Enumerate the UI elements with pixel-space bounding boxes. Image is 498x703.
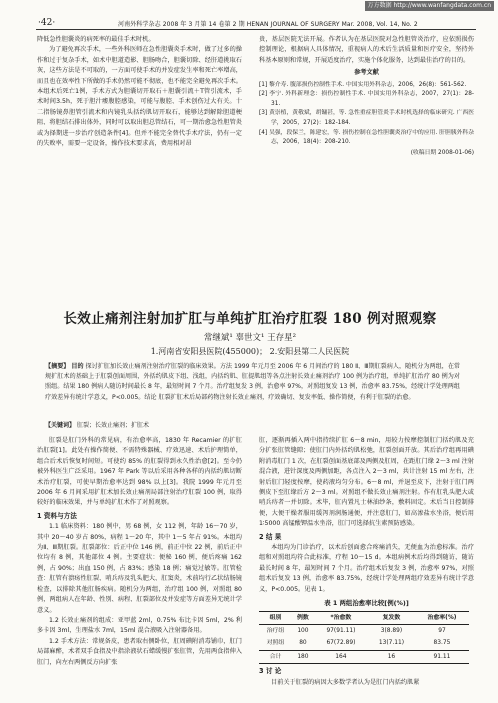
table-row (259, 637, 469, 650)
table-cell: 80 (299, 640, 307, 647)
references-title: 参考文献 (354, 69, 379, 77)
keywords-line (45, 420, 460, 429)
header-rule (36, 29, 476, 30)
table-cell: 67(72.89) (326, 640, 356, 647)
section-heading: 1 资料与方法 (37, 511, 77, 520)
body-paragraph: 1.1 临床资料：180 例中，男 68 例，女 112 例，年龄 16～70 岁，其中 20～40 岁占 80%，病程 1～20 年，其中 1～5 年占 91%。本组均为Ⅱ、Ⅲ期肛裂。肛裂部位：后正中位 146 例，前正中位 22 例，前后正中位均有 8 例，其他部位 4 例。主要症状：便秘 160 例，便后疼痛 162 例，占 90%；出血 150 例，占 83%；感染 18 例；痛觉过敏等。肛管检查：肛管有溃疡性肛裂、哨兵痔及乳头肥大、肛窦炎，术前均行乙状结肠镜检查，以排除其他肛肠疾病。随机分为两组，治疗组 100 例，对照组 80 例，两组病人在年龄、性别、病程、肛裂部位及并发症等方面差异无统计学意义。 (37, 523, 242, 614)
table-header-cell: 组别 (269, 614, 282, 621)
prev-article-right-column (259, 35, 474, 158)
keywords-label: 【关键词】 (45, 422, 76, 429)
table-cell: 100 (297, 627, 309, 634)
table-cell: 97 (438, 627, 446, 634)
table-cell: 13(7.11) (378, 640, 405, 647)
prev-paragraph: 降低急性胆囊炎的病死率的最佳手术时机。 (37, 36, 155, 43)
table-cell: 83.75 (433, 640, 451, 647)
table-cell: 16 (387, 653, 396, 660)
table-cell: 对照组 (266, 640, 285, 647)
article-affiliation: 1.河南省安阳县医院(455000)； 2.安阳县第二人民医院 (150, 347, 350, 356)
table-header-cell: 复发数 (382, 614, 401, 621)
abstract-label: 【摘要】 (45, 363, 70, 370)
body-right-column (259, 436, 474, 698)
table-header-cell: 治愈率(%) (427, 614, 457, 621)
table-header-cell: 例数 (297, 614, 309, 621)
table-cell: 97(91.11) (326, 627, 356, 634)
article-authors: 常继斌¹ 辜世文¹ 王存星² (203, 333, 297, 343)
watermark: 万方数据 http://www.wanfangdata.com.cn (365, 1, 494, 11)
received-date: (收稿日期 2008-01-06) (410, 149, 474, 156)
table-header-cell: *治愈数 (330, 614, 352, 621)
page-number: ·42· (38, 18, 56, 28)
table-cell: 164 (335, 653, 347, 660)
prev-article-left-column (37, 35, 242, 149)
abstract (45, 362, 460, 403)
table-cell: 3(8.89) (380, 627, 403, 634)
abstract-text: 探讨扩肛加长效止痛剂注射治疗肛裂的临床效果。方法 1999 年元月至 2006 年 6 月间治疗的 180 Ⅱ、Ⅲ期肛裂病人，随机分为两组，在常规扩肛术的基础上于肛裂创面周围，外括约肌皮下组、浅组，内括约肌、肛提肌组等各点注射长效止痛剂治疗 100 例为治疗组，单纯扩肛治疗 80 例为对照组。结果 180 例病人随访时间最长 8 年，最短时间 7 个月。治疗组复发 3 例，治愈率 97%，对照组复发 13 例，治愈率 83.75%，经统计学处理两组疗效差异有统计学意义，P<0.005。结论 肛裂扩肛术后局部药物注射长效止痛剂，疗效确切、复发率低、操作简便，有利于肛裂的治愈。 (45, 363, 461, 401)
abstract-objective-label: 目的 (71, 363, 84, 370)
section-heading: 3 讨 论 (259, 667, 282, 676)
table-cell: 91.11 (433, 653, 451, 660)
reference-item: [3] 黄崇植，黄敬斌，胡镛甚，等. 急性重症胆管炎手术时机选择的临床研究. 广西医学，2005，27(2)：182-184. (259, 110, 474, 126)
table-row (259, 624, 469, 637)
body-paragraph: 目前关于肛裂的病因大多数学者认为是肛门内括约肌紧 (271, 678, 420, 686)
prev-paragraph: 为了避免再次手术，一些外科医师在急性胆囊炎手术时，做了过多的操作和过于复杂手术，如术中胆道造影、胆肠吻合，胆囊切除、经肝道挑取石灰，这些方法是不可取的，一方面可使手术的并发症发生率和死亡率增高，而且也在效率性下所做的手术仍然可能不彻底，也不能完全避免再次手术。本组术后死亡1例，手术方式为胆囊切开取石＋胆囊引流＋T管引流术，手术时间3.5h，死于胆汁痿腹腔感染，可能与腹腔、手术创伤过大有关。十二指肠镜鼻胆管引流术和内镜乳头括约肌切开取石，能够达到解除胆道梗阻、将胆结石排出体外，同时可以取出胆总管结石，可一期治愈急性胆管炎或为择期进一步治疗创造条件[4]。但并不能完全替代手术疗法，仍有一定的失败率，需要一定设备，操作技术要求高，费用相对昂 (37, 46, 242, 148)
body-paragraph: 肛裂是肛门外科的常见病，有治愈率高，1830 年 Recamier 的扩肛治肛裂[1]。此处有操作简便、不需特殊器械、疗效迅速、术后护理简单，组合后术后恢复时间短。可使约 85% 的肛裂得到永久性治愈[2]。至今仍被外科医生广泛采用。1967 年 Park 等以后采用各种各样的内括约肌切断术治疗肛裂，可使早期治愈率达到 98% 以上[3]。我院 1999 年元月至 2006 年 6 月间采用扩肛术加长效止痛剂局部注射治疗肛裂 100 例，取得较好的临床效果，并与单纯扩肛术作了对照观察。 (37, 437, 242, 507)
section-heading: 2 结 果 (259, 532, 282, 541)
table-caption: 表 1 两组治愈率比较[例(%)] (324, 599, 409, 608)
results-table (259, 611, 469, 665)
table-cell: 180 (297, 653, 309, 660)
keywords: 肛裂；长效止痛剂；扩肛术 (76, 422, 149, 429)
table-cell: 治疗组 (266, 627, 285, 634)
article-title: 长效止痛剂注射加扩肛与单纯扩肛治疗肛裂 180 例对照观察 (63, 311, 437, 327)
body-paragraph: 1.2 长效止痛剂的组成：亚甲蓝 2ml，0.75% 布比卡因 5ml，2% 利多卡因 3ml，生理盐水 7ml，15ml 混合液吸入注射器备用。 (37, 616, 242, 635)
table-cell: 合计 (269, 653, 282, 660)
body-paragraph: 1.2 手术方法：常规备皮，患者取右侧卧位，肛周碘附消毒铺巾，肛门局部麻醉，术者双手食指及中指涂液状石蜡缓慢扩张肛管，先用两食指伸入肛门，向左右两侧反方向扩张 (37, 637, 242, 666)
reference-item: [1] 黎介寿. 腹部损伤控制性手术. 中国实用外科杂志，2006，26(8)：561-562. (259, 81, 467, 88)
table-total-row (259, 650, 469, 663)
body-paragraph: 肛，逐渐再插入两中指持续扩肛 6～8 min，用较力按摩控制肛门括约肌及充分扩张肛管缝隙；使肛门内外括约肌松弛，肛裂创面开放。其后治疗组再用碘附消毒肛门 1 次，在肛裂创面基底部及两侧及肛周，在距肛门缘 2～3 ml 注射混合液，进针深度及两侧加距，各点注入 2～3 ml，共计注射 15 ml 左右，注射后肛门轻度按摩，使药液均匀分布。6～8 ml，并退至皮下，注射于肛门两侧皮下至肛缘后方 2～3 ml。对照组不做长效止痛剂注射。作有肛乳头肥大或哨兵痔者一并切除。术毕，肛内置凡士林油纱条，敷料固定。术后当日控制排便，大便干燥者服用缓泻剂润肠通便，并注意肛门，如高渗盐水坐浴，便后用 1∶5000 高锰酸钾温水坐浴，肛门可选择抗生素预防感染。 (259, 437, 474, 528)
table-header-row (259, 611, 469, 624)
body-paragraph: 本组均为门诊治疗，以术后创面愈合疼痛消失，无便血为治愈标准。治疗组和对照组均符合此标准，疗程 10～15 d。本组病例术后均得到随访，随访最长时间 8 年，最短时间 7 个月。治疗组术后复发 3 例，治愈率 97%，对照组术后复发 13 例，治愈率 83.75%，经统计学处理两组疗效差异有统计学意义，P<0.005。见表 1。 (259, 544, 474, 593)
journal-header: 河南外科学杂志 2008 年 3 月第 14 卷第 2 期 HENAN JOURNAL OF SURGERY Mar. 2008, Vol. 14, No. 2 (118, 21, 418, 28)
prev-paragraph: 贵，基层医院无法开展。作者认为在基层医院对急性胆管炎治疗，应依照损伤控制理论，根据病人具体情况，重视病人的术后生活质量和医疗安全，坚持外科基本原则和常规，开展适度治疗，实施个体化服务，达到最佳治疗的目的。 (259, 36, 474, 64)
reference-item: [2] 李宁. 外科新理念：损伤控制性手术. 中国实用外科杂志，2007，27(1)：28-31. (259, 91, 474, 107)
reference-item: [4] 吴强，段保兰，陈建宏，等. 损伤控制在急性胆囊炎治疗中的应用. 肝胆胰外科杂志，2006，18(4)：208-210. (259, 129, 474, 146)
body-left-column (37, 436, 242, 698)
